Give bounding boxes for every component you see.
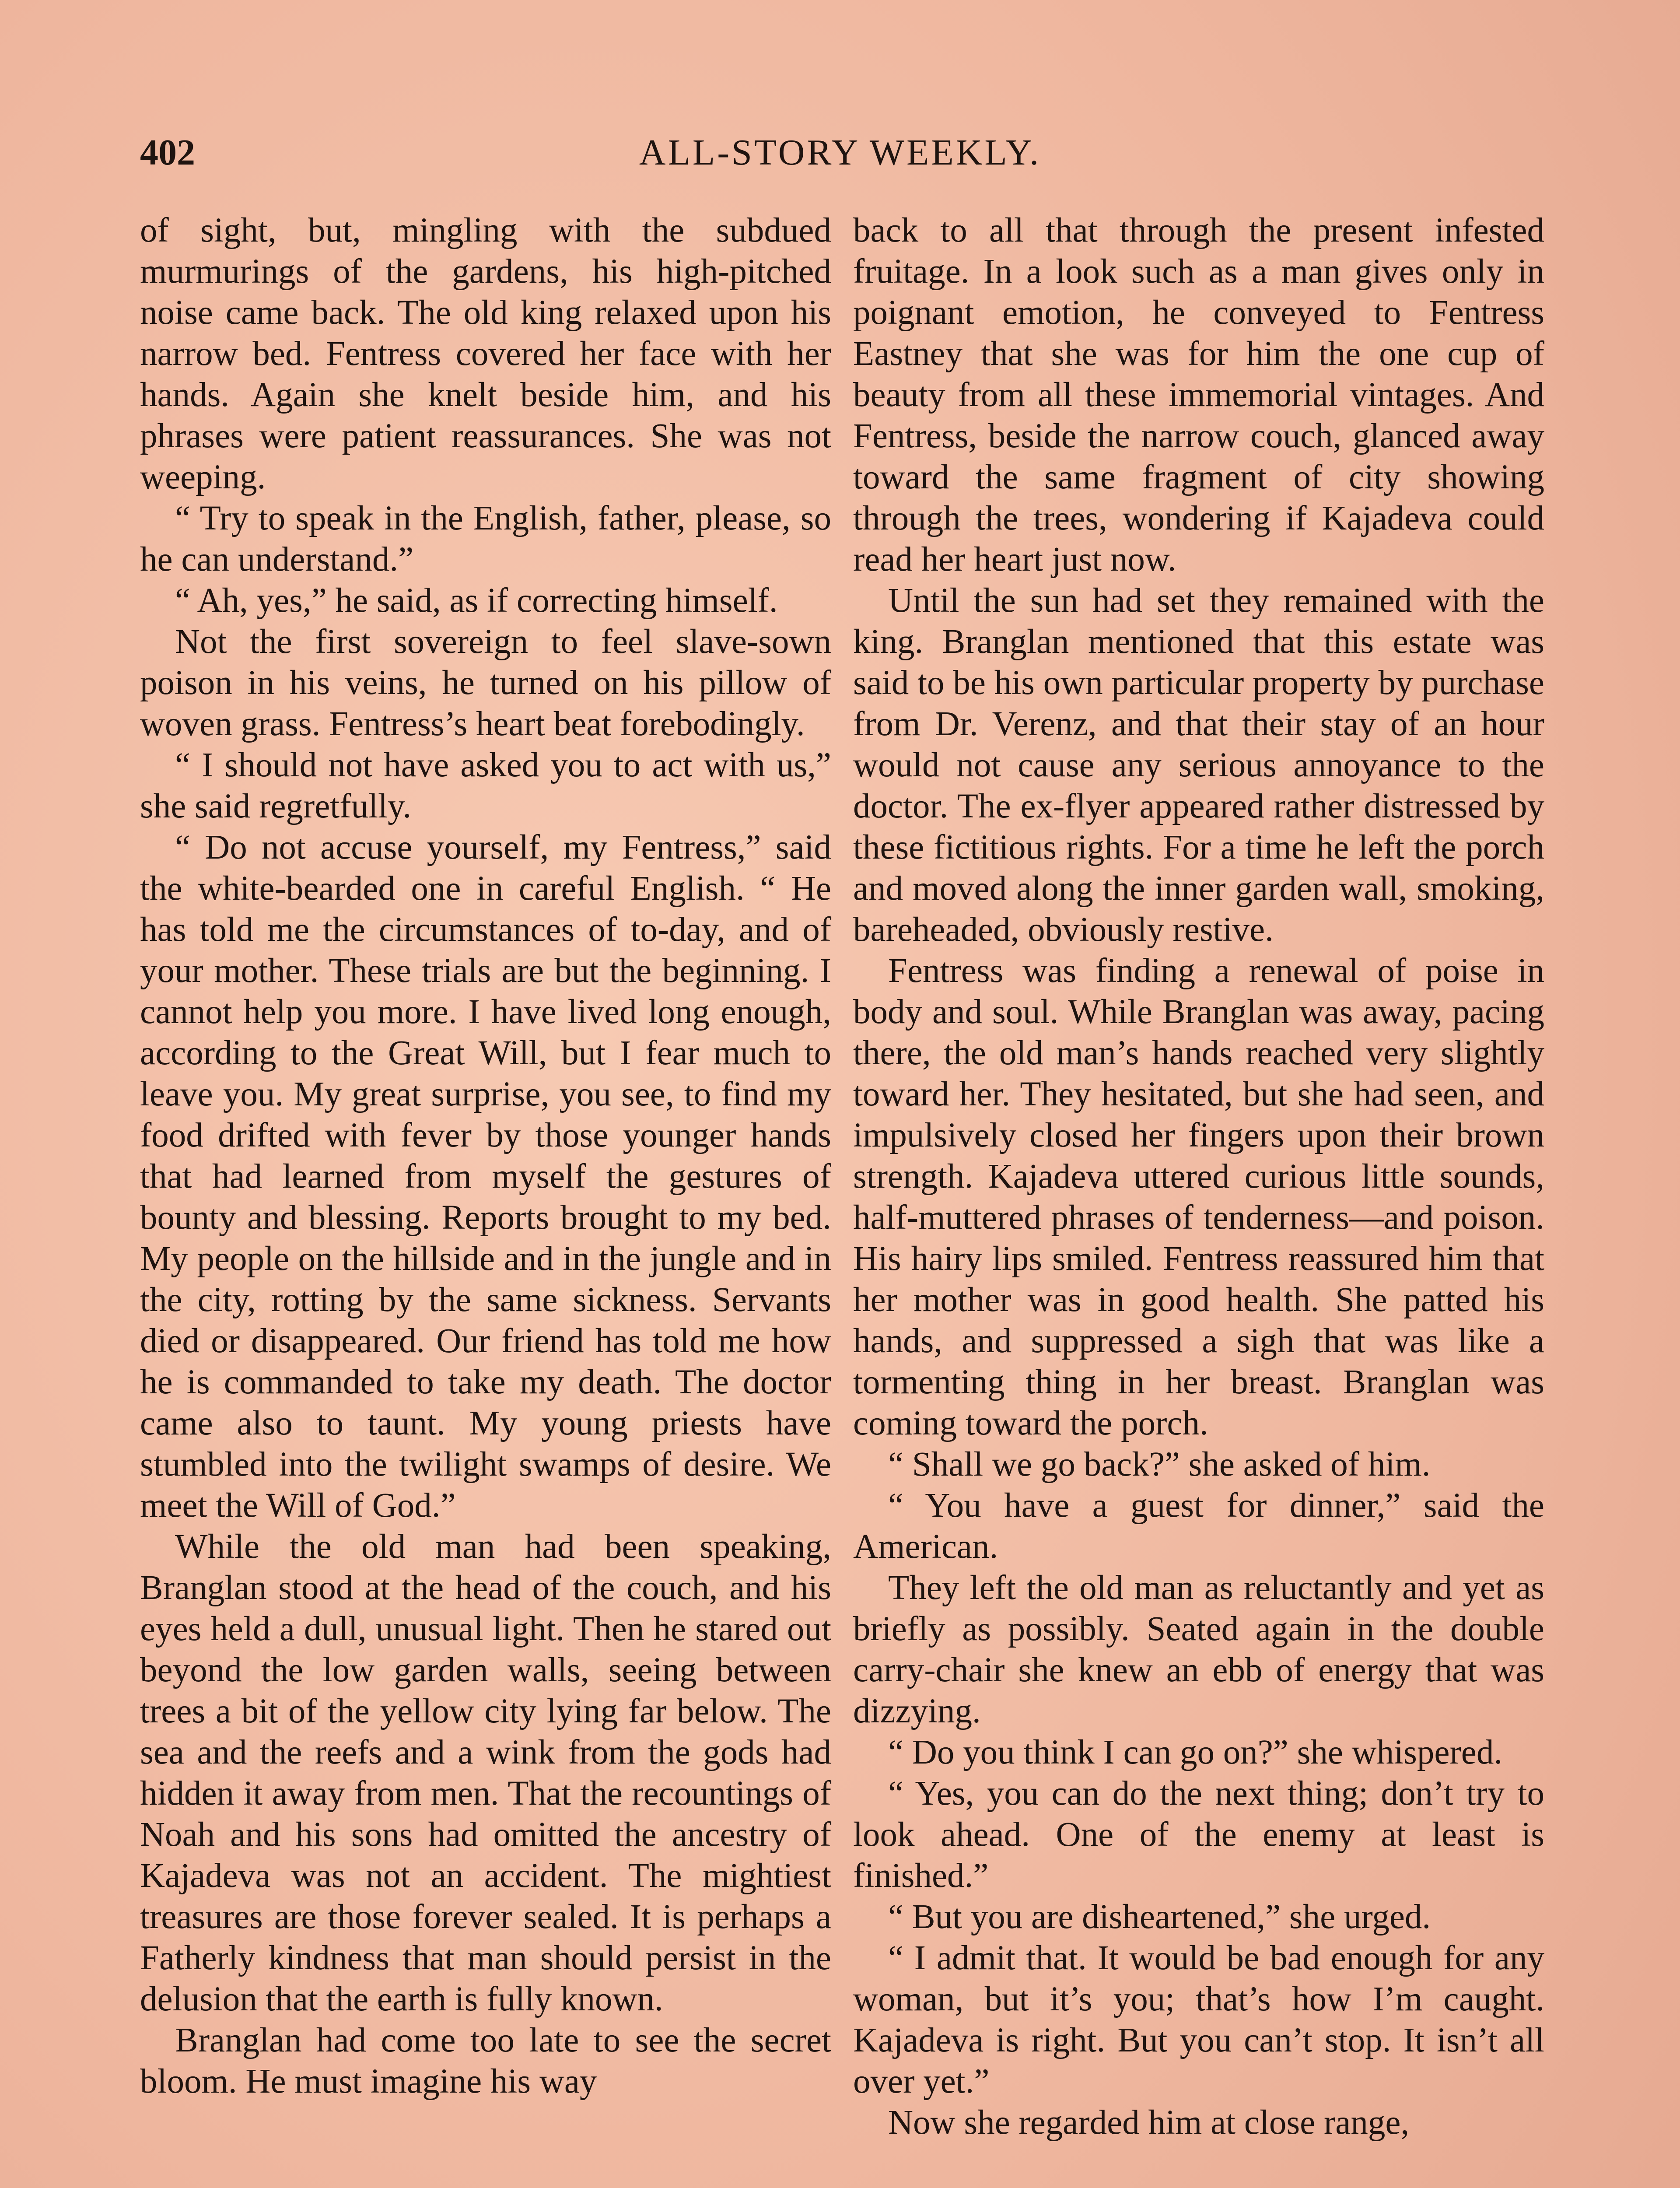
paragraph: Now she regarded him at close range, — [888, 2104, 1410, 2142]
paragraph: “ Yes, you can do the next thing; don’t try to look ahead. One of the enemy at least is finished.” — [853, 1774, 1544, 1895]
right-column — [853, 210, 1544, 2143]
paragraph: Until the sun had set they remained with the king. Branglan mentioned that this estate was said to be his own particular property by purchase from Dr. Verenz, and that their stay of an hour would not cause any serious annoyance to the doctor. The ex-flyer appeared rather distressed by these fictitious rights. For a time he left the porch and moved along the inner garden wall, smoking, bareheaded, obviously restive. — [853, 582, 1544, 949]
paragraph: Branglan had come too late to see the secret bloom. He must imagine his way — [140, 2021, 831, 2100]
paragraph: “ Shall we go back?” she asked of him. — [888, 1445, 1431, 1483]
page-header — [140, 131, 1540, 184]
running-title: ALL-STORY WEEKLY. — [639, 132, 1041, 173]
paragraph: of sight, but, mingling with the subdued murmurings of the gardens, his high-pitched noise came back. The old king relaxed upon his narrow bed. Fentress covered her face with her hands. Again she knelt beside him, and his phrases were patient reassurances. She was not weeping. — [140, 211, 831, 496]
paragraph: Fentress was finding a renewal of poise in body and soul. While Branglan was away, pacing there, the old man’s hands reached very slightly toward her. They hesitated, but she had seen, and impulsively closed her fingers upon their brown strength. Kajadeva uttered curious little sounds, half-muttered phrases of tenderness—and poison. His hairy lips smiled. Fentress reassured him that her mother was in good health. She patted his hands, and suppressed a sigh that was like a tormenting thing in her breast. Branglan was coming toward the porch. — [853, 952, 1544, 1442]
paragraph: While the old man had been speaking, Branglan stood at the head of the couch, and his eyes held a dull, unusual light. Then he stared out beyond the low garden walls, seeing between trees a bit of the yellow city lying far below. The sea and the reefs and a wink from the gods had hidden it away from men. That the recountings of Noah and his sons had omitted the ancestry of Kajadeva was not an accident. The mightiest treasures are those forever sealed. It is perhaps a Fatherly kindness that man should persist in the delusion that the earth is fully known. — [140, 1528, 831, 2018]
paragraph: “ Try to speak in the English, father, please, so he can understand.” — [140, 499, 831, 579]
paragraph: Not the first sovereign to feel slave-sown poison in his veins, he turned on his pillow of woven grass. Fentress’s heart beat forebodingly. — [140, 623, 831, 743]
paragraph: “ Ah, yes,” he said, as if correcting himself. — [175, 582, 778, 620]
paragraph: “ Do you think I can go on?” she whispered. — [888, 1733, 1503, 1771]
paragraph: “ But you are disheartened,” she urged. — [888, 1898, 1431, 1936]
paragraph: “ You have a guest for dinner,” said the American. — [853, 1487, 1544, 1566]
paragraph: back to all that through the present infested fruitage. In a look such as a man gives only in poignant emotion, he conveyed to Fentress Eastney that she was for him the one cup of beauty from all these immemorial vintages. And Fentress, beside the narrow couch, glanced away toward the same fragment of city showing through the trees, wondering if Kajadeva could read her heart just now. — [853, 211, 1544, 579]
paragraph: “ I admit that. It would be bad enough for any woman, but it’s you; that’s how I’m caught. Kajadeva is right. But you can’t stop. It isn’t all over yet.” — [853, 1939, 1544, 2100]
page-number: 402 — [140, 132, 195, 173]
paragraph: “ I should not have asked you to act with us,” she said regretfully. — [140, 746, 831, 825]
paragraph: They left the old man as reluctantly and yet as briefly as possibly. Seated again in the double carry-chair she knew an ebb of energy that was dizzying. — [853, 1569, 1544, 1730]
left-column — [140, 210, 831, 2102]
paragraph: “ Do not accuse yourself, my Fentress,” said the white-bearded one in careful English. “ He has told me the circumstances of to-day, and of your mother. These trials are but the beginning. I cannot help you more. I have lived long enough, according to the Great Will, but I fear much to leave you. My great surprise, you see, to find my food drifted with fever by those younger hands that had learned from myself the gestures of bounty and blessing. Reports brought to my bed. My people on the hillside and in the jungle and in the city, rotting by the same sickness. Servants died or disappeared. Our friend has told me how he is commanded to take my death. The doctor came also to taunt. My young priests have stumbled into the twilight swamps of desire. We meet the Will of God.” — [140, 828, 831, 1525]
